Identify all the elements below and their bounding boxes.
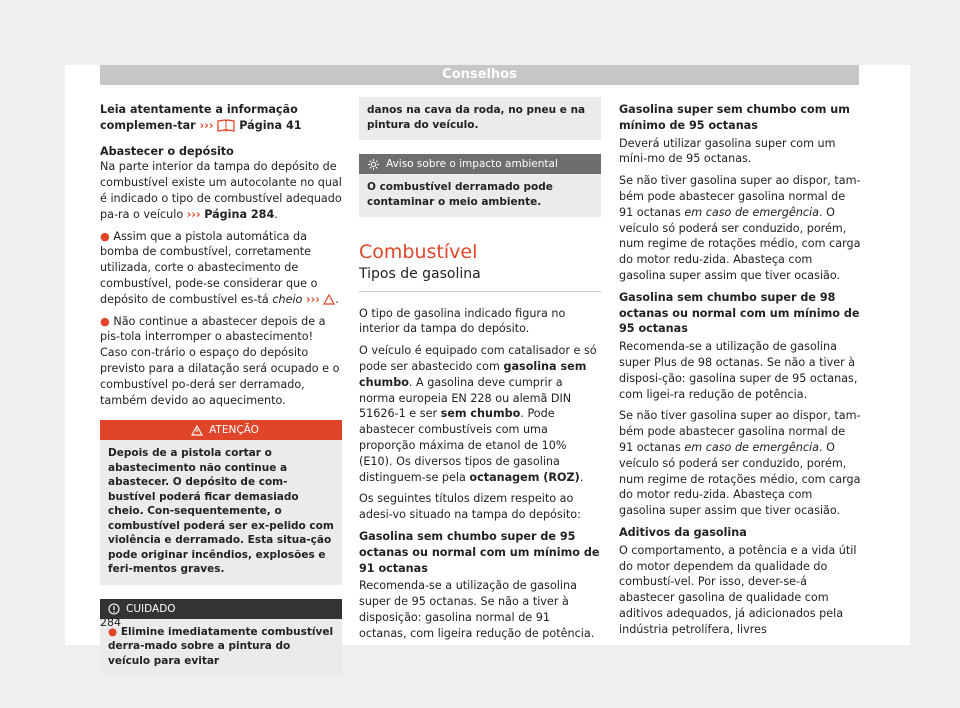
- page-number: 284: [100, 616, 121, 629]
- book-icon: [217, 119, 235, 132]
- paragraph: Os seguintes títulos dizem respeito ao adesi-vo situado na tampa do depósito:: [359, 492, 581, 522]
- caution-box: [100, 599, 342, 677]
- paragraph: O tipo de gasolina indicado figura no interior da tampa do depósito.: [359, 306, 566, 336]
- paragraph: O veículo é equipado com catalisador e só pode ser abastecido com gasolina sem chumbo. A gasolina deve cumprir a norma europeia EN 228 ou alemã DIN 51626-1 e ser sem chumbo. Pode abastecer combustíveis com uma proporção máxima de etanol de 10% (E10). Os diversos tipos de gasolina distinguem-se pela octanagem (ROZ).: [359, 344, 597, 484]
- paragraph: Deverá utilizar gasolina super com um míni-mo de 95 octanas.: [619, 136, 836, 166]
- subsection-title: Gasolina super sem chumbo com um mínimo de 95 octanas: [619, 103, 850, 132]
- column-1: [100, 102, 342, 676]
- column-3: [619, 102, 861, 644]
- environment-box-header: Aviso sobre o impacto ambiental: [359, 154, 601, 174]
- bullet-item: ● Assim que a pistola automática da bomba de combustível, corretamente utilizada, corte o abastecimento de combustível, pode-se considerar que o depósito de combustível es-tá cheio ››› .: [100, 229, 339, 306]
- subsection-title: Gasolina sem chumbo super de 98 octanas ou normal com um mínimo de 95 octanas: [619, 290, 860, 336]
- info-icon: [108, 603, 120, 615]
- page-link[interactable]: Página 284: [204, 207, 275, 221]
- paragraph: Recomenda-se a utilização de gasolina super de 95 octanas. Se não a tiver à disposição: gasolina normal de 91 octanas, com ligeira redução de potência.: [359, 579, 595, 640]
- intro-paragraph: Leia atentamente a informação complemen-tar ››› Página 41: [100, 103, 302, 132]
- warning-icon: [323, 294, 335, 305]
- column-2: [359, 97, 601, 648]
- page-link[interactable]: Página 41: [239, 118, 302, 132]
- caution-box-text: ● Elimine imediatamente combustível derra-mado sobre a pintura do veículo para evitar: [108, 625, 334, 667]
- environment-icon: [367, 158, 380, 171]
- paragraph: Recomenda-se a utilização de gasolina super Plus de 98 octanas. Se não a tiver à disposi-ção: gasolina super de 95 octanas, com ligei-ra redução de potência.: [619, 340, 858, 401]
- arrows: ›››: [199, 118, 214, 132]
- environment-box-text: O combustível derramado pode contaminar o meio ambiente.: [367, 181, 553, 208]
- chapter-title: Combustível: [359, 241, 478, 263]
- paragraph: Na parte interior da tampa do depósito de combustível existe um autocolante no qual é indicado o tipo de combustível adequado pa-ra o veículo ››› Página 284.: [100, 160, 342, 221]
- environment-box: [359, 154, 601, 217]
- subsection-title: Gasolina sem chumbo super de 95 octanas ou normal com um mínimo de 91 octanas: [359, 529, 600, 575]
- warning-box-header: ATENÇÃO: [100, 420, 342, 440]
- bullet-item: ● Não continue a abastecer depois de a pis-tola interromper o abastecimento! Caso con-trário o espaço do depósito previsto para a dilatação será ocupado e o combustível po-derá ser derramado, também devido ao aquecimento.: [100, 314, 340, 407]
- warning-icon: [191, 425, 203, 436]
- warning-box: [100, 420, 342, 585]
- caution-box-continued: danos na cava da roda, no pneu e na pintura do veículo.: [359, 97, 601, 140]
- subsection-title: Aditivos da gasolina: [619, 525, 747, 539]
- page-header: Conselhos: [100, 65, 859, 85]
- caution-box-header: CUIDADO: [100, 599, 342, 619]
- section-title: Abastecer o depósito: [100, 144, 234, 158]
- section-title: Tipos de gasolina: [359, 267, 601, 292]
- paragraph: Se não tiver gasolina super ao dispor, tam-bém pode abastecer gasolina normal de 91 octanas em caso de emergência. O veículo só poderá ser conduzido, porém, num regime de rotações médio, com carga do motor redu-zida. Abasteça com gasolina super assim que tiver ocasião.: [619, 409, 861, 518]
- warning-box-text: Depois de a pistola cortar o abastecimento não continue a abastecer. O depósito de com-bustível poderá ficar demasiado cheio. Con-sequentemente, o combustível poderá ser ex-pelido com violência e derramado. Esta situa-ção pode originar incêndios, explosões e feri-mentos graves.: [108, 447, 334, 576]
- paragraph: O comportamento, a potência e a vida útil do motor dependem da qualidade do combustí-vel. Por isso, dever-se-á abastecer gasolina de qualidade com aditivos adequados, já adicionados pela indústria petrolífera, livres: [619, 543, 857, 636]
- paragraph: Se não tiver gasolina super ao dispor, tam-bém pode abastecer gasolina normal de 91 octanas em caso de emergência. O veículo só poderá ser conduzido, porém, num regime de rotações médio, com carga do motor redu-zida. Abasteça com gasolina super assim que tiver ocasião.: [619, 174, 861, 282]
